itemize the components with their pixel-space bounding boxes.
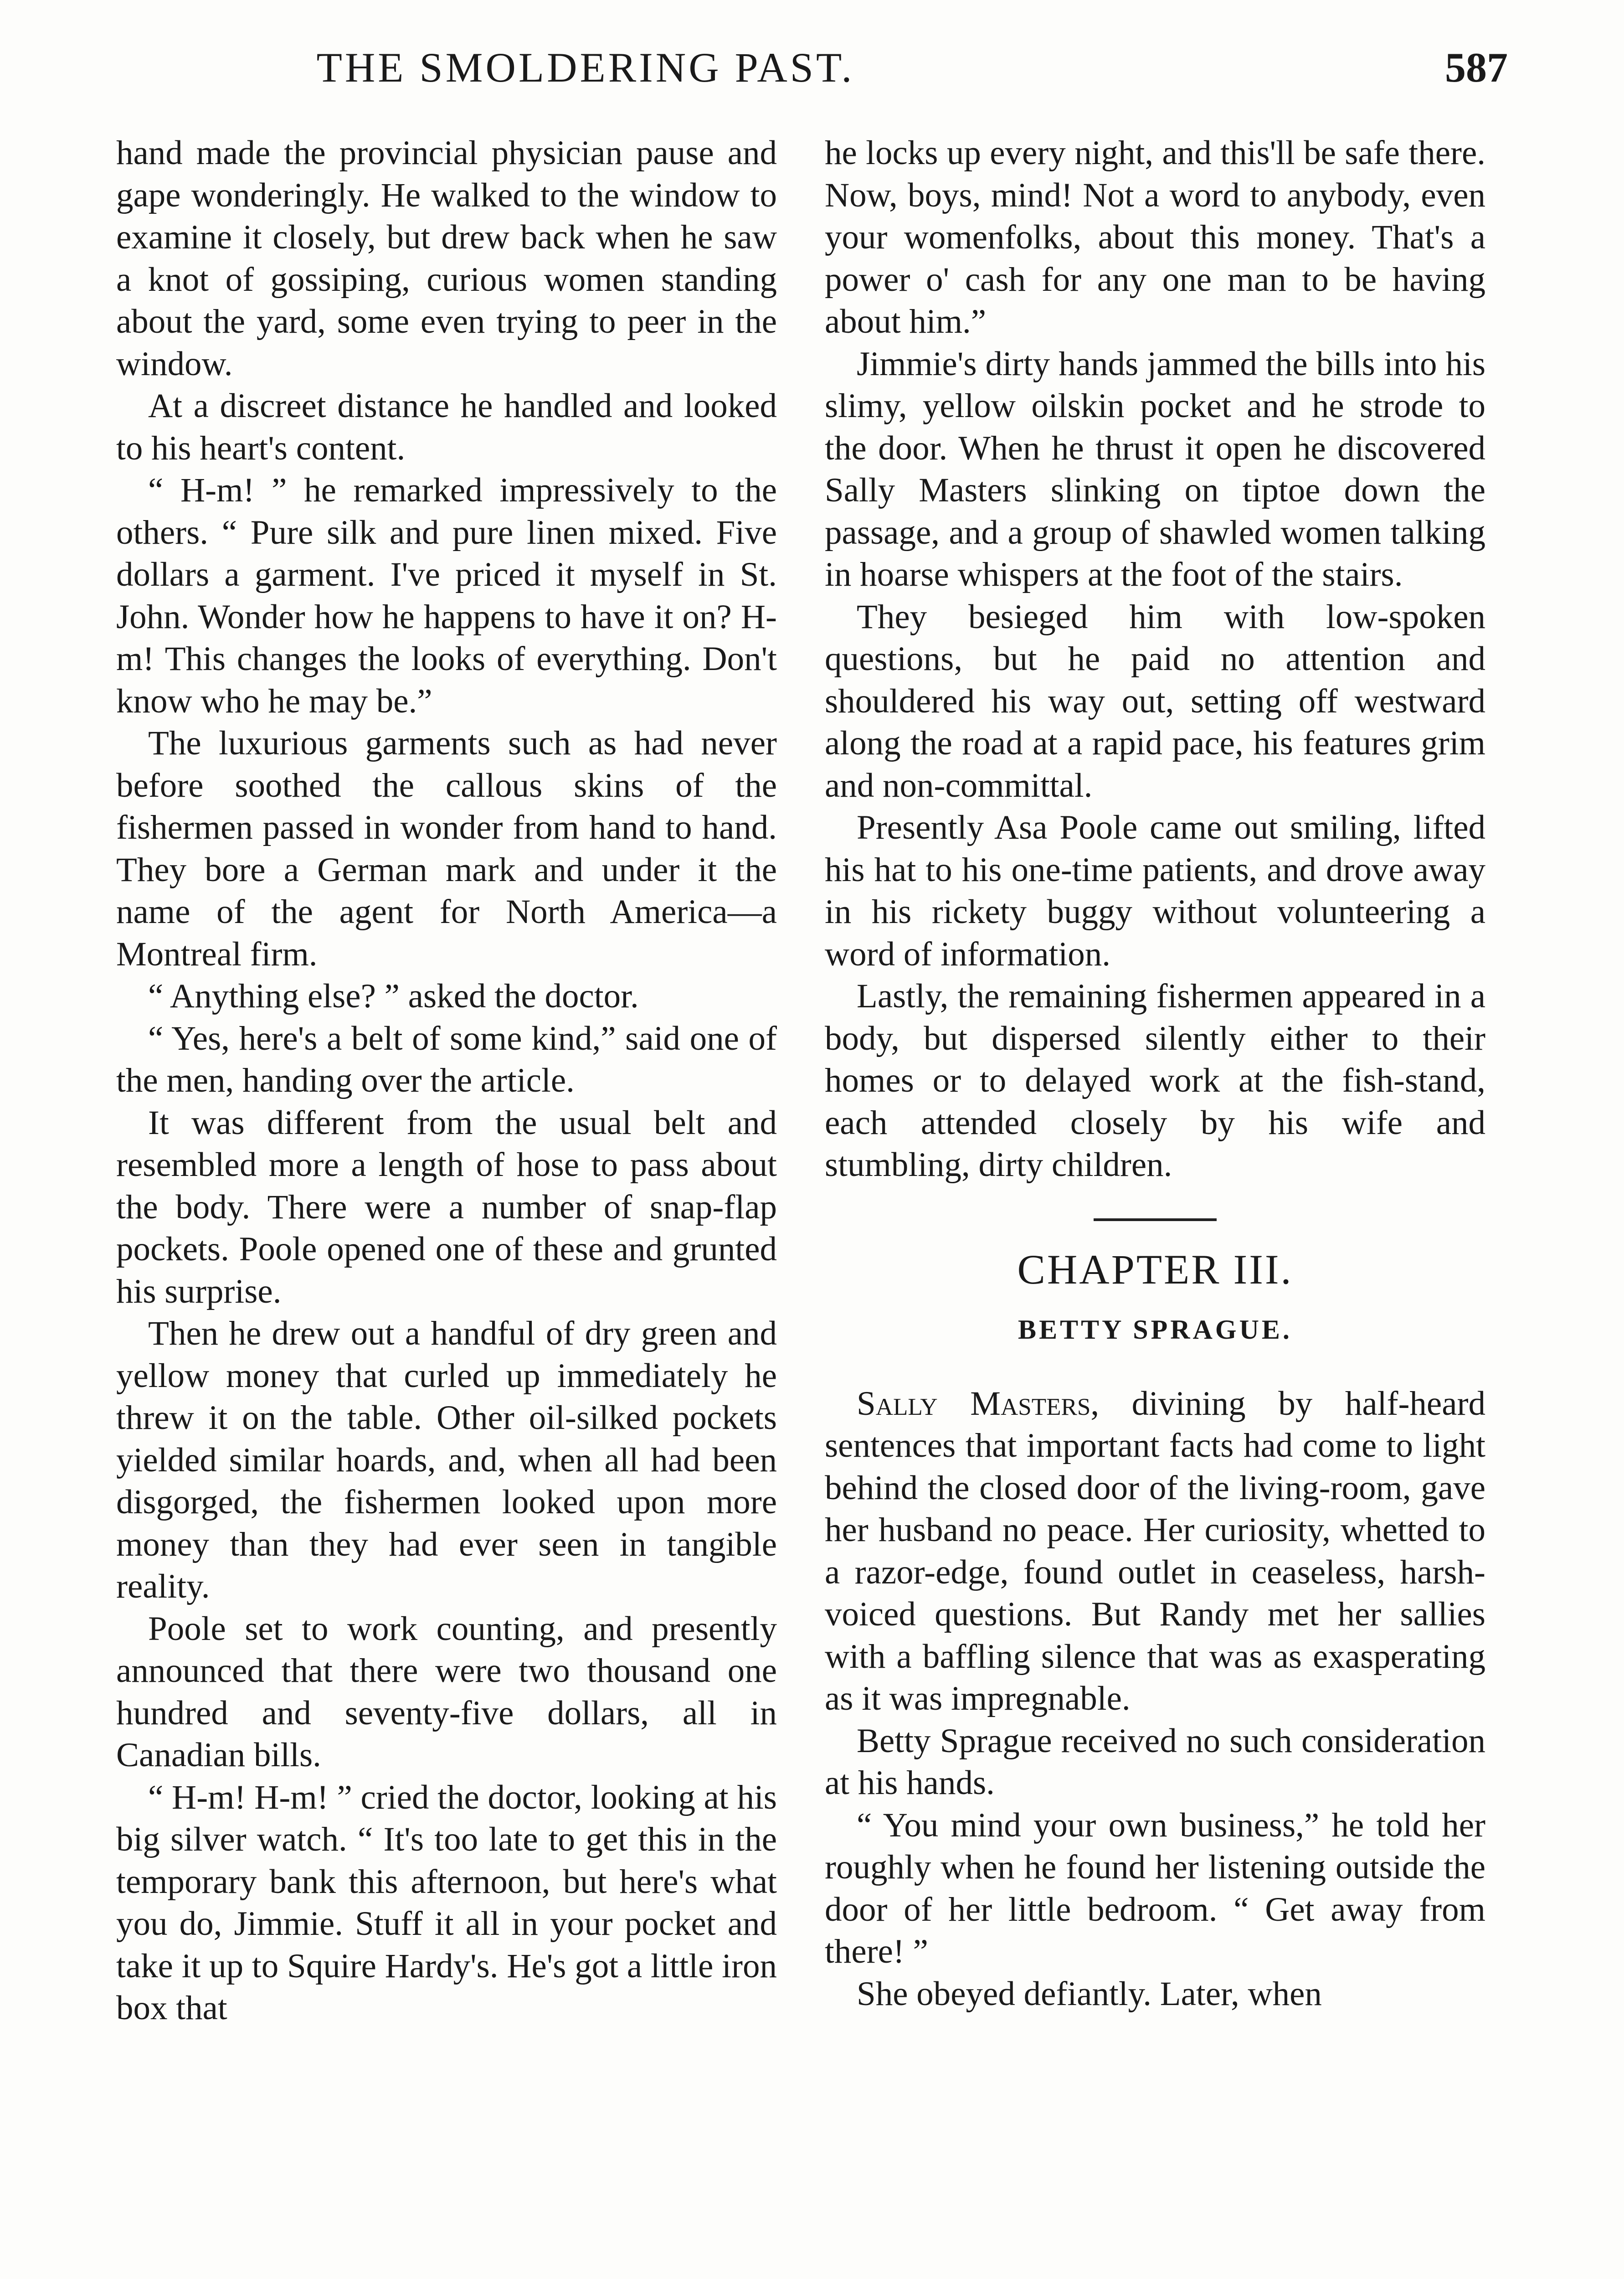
paragraph: Then he drew out a handful of dry green and yellow money that curled up immediately he threw it on the table. Other oil-silked pockets yielded similar hoards, and, when all had been disgorged, the fishermen looked upon more money than they had ever seen in tangible reality.	[116, 1315, 777, 1605]
paragraph: Betty Sprague received no such consideration at his hands.	[825, 1722, 1485, 1802]
chapter-heading: CHAPTER III.	[1017, 1246, 1293, 1293]
section-divider	[1094, 1218, 1217, 1221]
paragraph: She obeyed defiantly. Later, when	[857, 1975, 1322, 2013]
paragraph: At a discreet distance he handled and looked to his heart's content.	[116, 387, 777, 467]
running-title: THE SMOLDERING PAST.	[316, 44, 855, 91]
paragraph: Presently Asa Poole came out smiling, lifted his hat to his one-time patients, and drove away in his rickety buggy without volunteering a word of information.	[825, 809, 1485, 973]
paragraph: hand made the provincial physician pause and gape wonderingly. He walked to the window to examine it closely, but drew back when he saw a knot of gossiping, curious women standing about the yard, some even trying to peer in the window.	[116, 134, 777, 383]
paragraph: Lastly, the remaining fishermen appeared in a body, but dispersed silently either to their homes or to delayed work at the fish-stand, each attended closely by his wife and stumbling, dirty children.	[825, 977, 1485, 1184]
right-column	[825, 132, 1485, 2015]
chapter-subtitle: BETTY SPRAGUE.	[1018, 1315, 1292, 1345]
paragraph: “ H-m! H-m! ” cried the doctor, looking at his big silver watch. “ It's too late to get this in the temporary bank this afternoon, but here's what you do, Jimmie. Stuff it all in your pocket and take it up to Squire Hardy's. He's got a little iron box that	[116, 1778, 777, 2027]
left-column	[116, 132, 777, 2030]
paragraph: Jimmie's dirty hands jammed the bills into his slimy, yellow oilskin pocket and he strode to the door. When he thrust it open he discovered Sally Masters slinking on tiptoe down the passage, and a group of shawled women talking in hoarse whispers at the foot of the stairs.	[825, 345, 1485, 593]
running-header	[0, 43, 1624, 103]
paragraph: “ Anything else? ” asked the doctor.	[148, 977, 639, 1015]
paragraph: he locks up every night, and this'll be safe there. Now, boys, mind! Not a word to anybody, even your womenfolks, about this money. That's a power o' cash for any one man to be having about him.”	[825, 134, 1485, 340]
paragraph: “ Yes, here's a belt of some kind,” said one of the men, handing over the article.	[116, 1019, 777, 1099]
page-number: 587	[1445, 44, 1508, 91]
chapter-opening-paragraph	[825, 1383, 1485, 1720]
paragraph: It was different from the usual belt and resembled more a length of hose to pass about the body. There were a number of snap-flap pockets. Poole opened one of these and grunted his surprise.	[116, 1103, 777, 1310]
paragraph: “ H-m! ” he remarked impressively to the others. “ Pure silk and pure linen mixed. Five dollars a garment. I've priced it myself in St. John. Wonder how he happens to have it on? H-m! This changes the looks of everything. Don't know who he may be.”	[116, 471, 777, 720]
opening-text: divining by half-heard sentences that important facts had come to light behind the closed door of the living-room, gave her husband no peace. Her curiosity, whetted to a razor-edge, found outlet in ceaseless, harsh-voiced questions. But Randy met her sallies with a baffling silence that was as exasperating as it was impregnable.	[825, 1384, 1485, 1717]
paragraph: The luxurious garments such as had never before soothed the callous skins of the fishermen passed in wonder from hand to hand. They bore a German mark and under it the name of the agent for North America—a Montreal firm.	[116, 724, 777, 973]
opening-smallcaps: Sally Masters,	[857, 1384, 1100, 1423]
paragraph: Poole set to work counting, and presently announced that there were two thousand one hundred and seventy-five dollars, all in Canadian bills.	[116, 1609, 777, 1774]
paragraph: They besieged him with low-spoken questions, but he paid no attention and shouldered his way out, setting off westward along the road at a rapid pace, his features grim and non-committal.	[825, 598, 1485, 804]
paragraph: “ You mind your own business,” he told her roughly when he found her listening outside the door of her little bedroom. “ Get away from there! ”	[825, 1806, 1485, 1970]
